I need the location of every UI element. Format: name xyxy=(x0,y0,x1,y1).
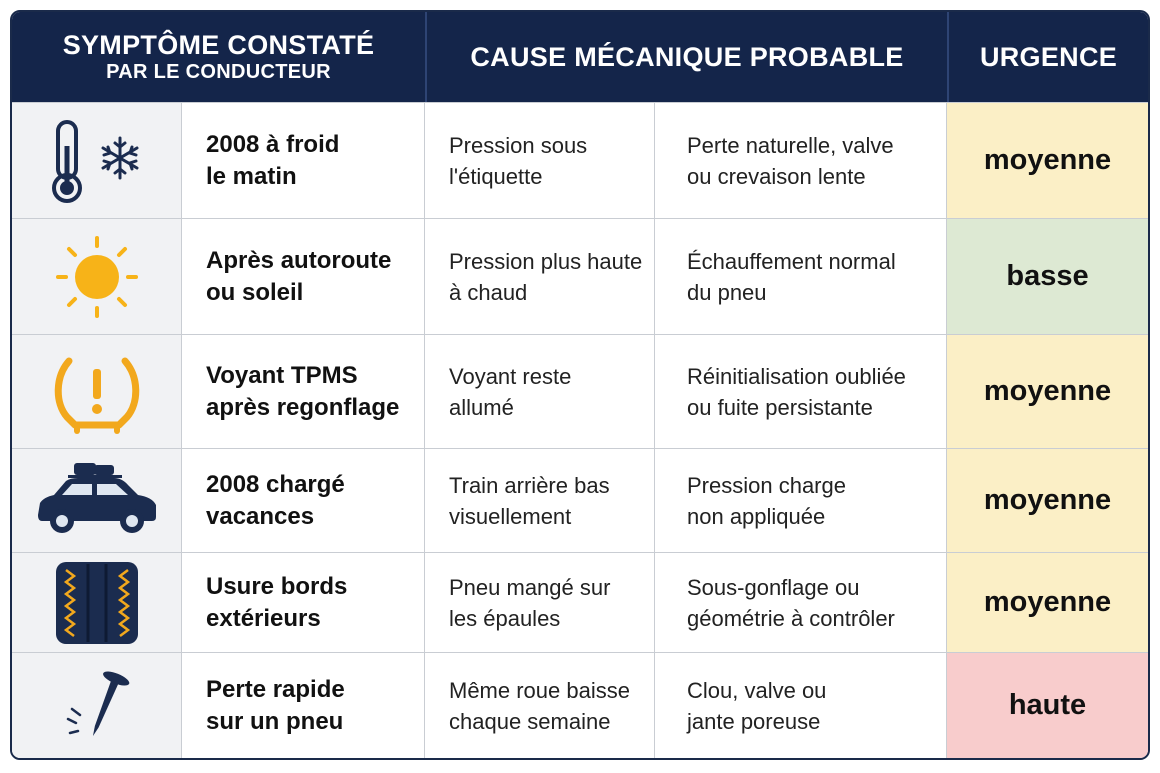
row-symptom: Voyant TPMS après regonflage xyxy=(182,335,425,448)
row-urgency: moyenne xyxy=(947,335,1148,448)
row-urgency: moyenne xyxy=(947,103,1148,218)
row-cause-observed: Pneu mangé sur les épaules xyxy=(425,553,655,652)
row-cause-mechanical: Clou, valve ou jante poreuse xyxy=(655,653,947,758)
row-cause-mechanical: Pression charge non appliquée xyxy=(655,449,947,552)
header-cause-label: CAUSE MÉCANIQUE PROBABLE xyxy=(470,42,904,72)
tpms-warning-icon xyxy=(47,347,147,437)
header-cause xyxy=(427,12,947,102)
row-symptom: 2008 à froid le matin xyxy=(182,103,425,218)
row-cause-mechanical: Réinitialisation oubliée ou fuite persistante xyxy=(655,335,947,448)
row-cause-observed: Voyant reste allumé xyxy=(425,335,655,448)
sun-icon xyxy=(47,232,147,322)
row-cause-mechanical: Échauffement normal du pneu xyxy=(655,219,947,334)
loaded-car-icon xyxy=(32,459,162,543)
row-icon-cell xyxy=(12,449,182,552)
table-row xyxy=(12,652,1148,758)
nail-icon xyxy=(52,663,142,749)
table-row xyxy=(12,448,1148,552)
row-icon-cell xyxy=(12,219,182,334)
row-symptom: 2008 chargé vacances xyxy=(182,449,425,552)
row-icon-cell xyxy=(12,335,182,448)
table-row xyxy=(12,102,1148,218)
header-urgency-label: URGENCE xyxy=(979,42,1118,72)
table-row xyxy=(12,552,1148,652)
row-cause-observed: Train arrière bas visuellement xyxy=(425,449,655,552)
row-urgency: basse xyxy=(947,219,1148,334)
header-symptom xyxy=(12,12,425,102)
row-urgency: haute xyxy=(947,653,1148,758)
diagnosis-table xyxy=(10,10,1150,760)
table-row xyxy=(12,334,1148,448)
row-cause-observed: Pression sous l'étiquette xyxy=(425,103,655,218)
tire-tread-icon xyxy=(52,560,142,646)
row-cause-mechanical: Sous-gonflage ou géométrie à contrôler xyxy=(655,553,947,652)
row-icon-cell xyxy=(12,103,182,218)
row-urgency: moyenne xyxy=(947,553,1148,652)
row-icon-cell xyxy=(12,553,182,652)
header-symptom-line1: SYMPTÔME CONSTATÉ xyxy=(62,30,375,60)
row-cause-mechanical: Perte naturelle, valve ou crevaison lente xyxy=(655,103,947,218)
row-cause-observed: Même roue baisse chaque semaine xyxy=(425,653,655,758)
table-row xyxy=(12,218,1148,334)
row-symptom: Après autoroute ou soleil xyxy=(182,219,425,334)
row-icon-cell xyxy=(12,653,182,758)
row-symptom: Perte rapide sur un pneu xyxy=(182,653,425,758)
row-symptom: Usure bords extérieurs xyxy=(182,553,425,652)
row-cause-observed: Pression plus haute à chaud xyxy=(425,219,655,334)
header-symptom-line2: PAR LE CONDUCTEUR xyxy=(106,61,331,83)
thermometer-snowflake-icon xyxy=(42,116,152,206)
row-urgency: moyenne xyxy=(947,449,1148,552)
header-urgency xyxy=(949,12,1148,102)
